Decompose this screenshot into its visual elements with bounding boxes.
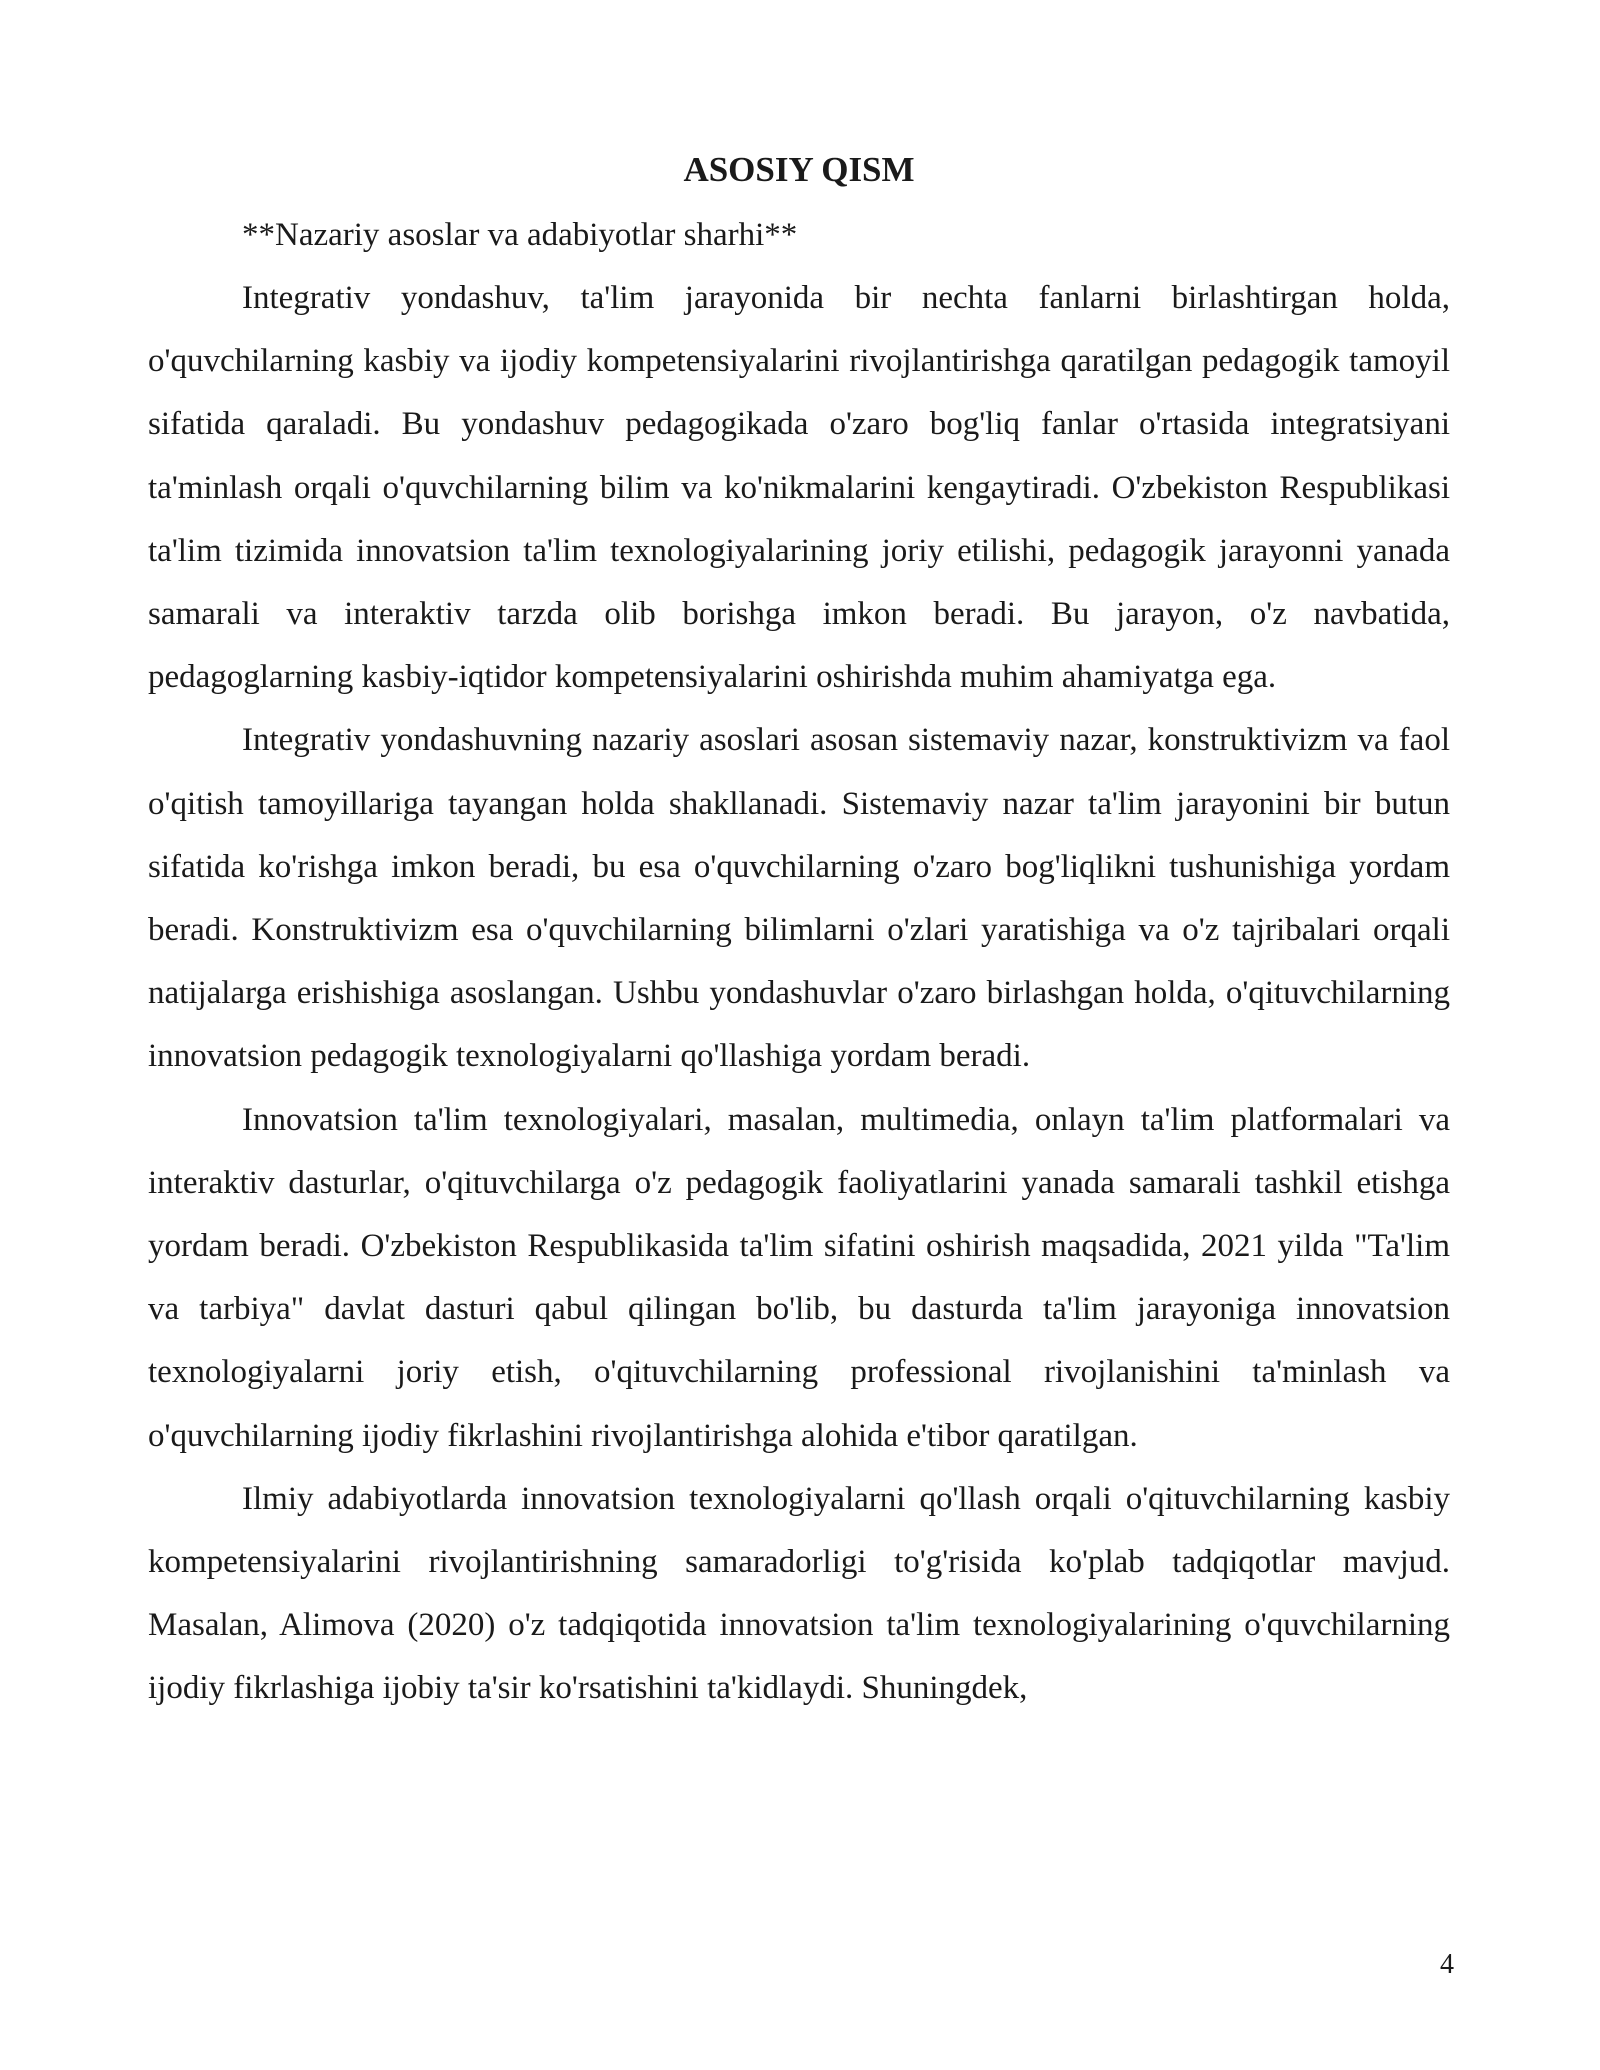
section-heading: ASOSIY QISM <box>683 150 915 189</box>
paragraph-1: Integrativ yondashuv, ta'lim jarayonida bir nechta fanlarni birlashtirgan holda, o'quvchilarning kasbiy va ijodiy kompetensiyalarini rivojlantirishga qaratilgan pedagogik tamoyil sifatida qaraladi. Bu yondashuv pedagogikada o'zaro bog'liq fanlar o'rtasida integratsiyani ta'minlash orqali o'quvchilarning bilim va ko'nikmalarini kengaytiradi. O'zbekiston Respublikasi ta'lim tizimida innovatsion ta'lim texnologiyalarining joriy etilishi, pedagogik jarayonni yanada samarali va interaktiv tarzda olib borishga imkon beradi. Bu jarayon, o'z navbatida, pedagoglarning kasbiy-iqtidor kompetensiyalarini oshirishda muhim ahamiyatga ega. <box>148 280 1450 696</box>
paragraph-3: Innovatsion ta'lim texnologiyalari, masalan, multimedia, onlayn ta'lim platformalari va interaktiv dasturlar, o'qituvchilarga o'z pedagogik faoliyatlarini yanada samarali tashkil etishga yordam beradi. O'zbekiston Respublikasida ta'lim sifatini oshirish maqsadida, 2021 yilda "Ta'lim va tarbiya" davlat dasturi qabul qilingan bo'lib, bu dasturda ta'lim jarayoniga innovatsion texnologiyalarni joriy etish, o'qituvchilarning professional rivojlanishini ta'minlash va o'quvchilarning ijodiy fikrlashini rivojlantirishga alohida e'tibor qaratilgan. <box>148 1101 1450 1454</box>
paragraph-4: Ilmiy adabiyotlarda innovatsion texnologiyalarni qo'llash orqali o'qituvchilarning kasbiy kompetensiyalarini rivojlantirishning samaradorligi to'g'risida ko'plab tadqiqotlar mavjud. Masalan, Alimova (2020) o'z tadqiqotida innovatsion ta'lim texnologiyalarining o'quvchilarning ijodiy fikrlashiga ijobiy ta'sir ko'rsatishini ta'kidlaydi. Shuningdek, <box>148 1480 1450 1707</box>
subsection-title: **Nazariy asoslar va adabiyotlar sharhi** <box>242 217 798 253</box>
paragraph-2: Integrativ yondashuvning nazariy asoslari asosan sistemaviy nazar, konstruktivizm va faol o'qitish tamoyillariga tayangan holda shakllanadi. Sistemaviy nazar ta'lim jarayonini bir butun sifatida ko'rishga imkon beradi, bu esa o'quvchilarning o'zaro bog'liqlikni tushunishiga yordam beradi. Konstruktivizm esa o'quvchilarning bilimlarni o'zlari yaratishiga va o'z tajribalari orqali natijalarga erishishiga asoslangan. Ushbu yondashuvlar o'zaro birlashgan holda, o'qituvchilarning innovatsion pedagogik texnologiyalarni qo'llashiga yordam beradi. <box>148 722 1450 1075</box>
page-content <box>148 145 1450 1721</box>
page-number: 4 <box>1440 1949 1454 1980</box>
